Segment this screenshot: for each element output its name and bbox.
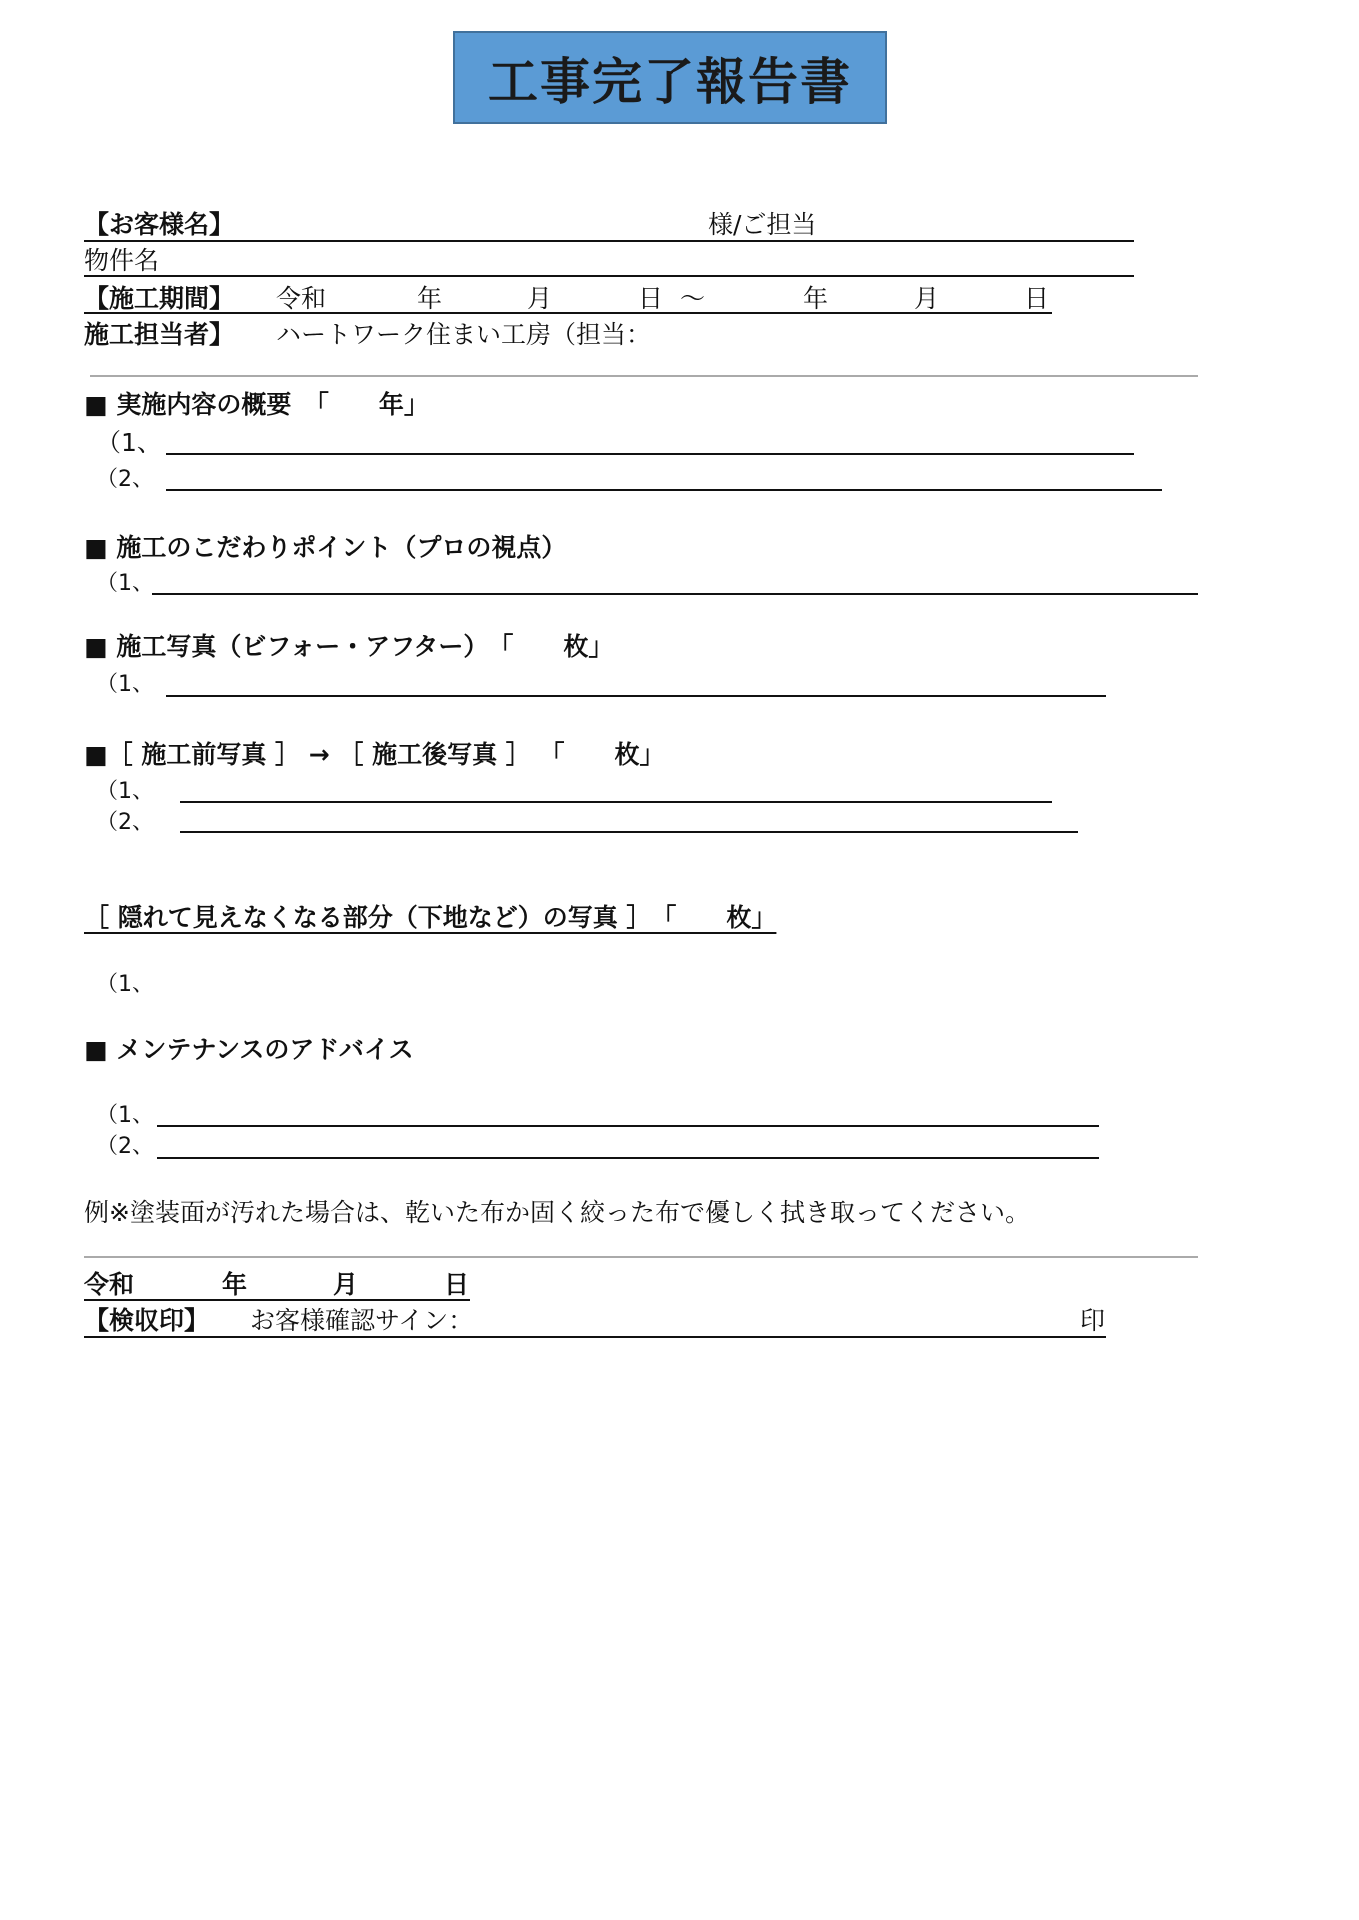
- footer-month: 月: [333, 1270, 359, 1299]
- divider-bottom: [84, 1256, 1198, 1258]
- maintenance-item-2-label: （2、: [96, 1134, 154, 1159]
- footer-day: 日: [444, 1270, 470, 1299]
- period-year2: 年: [803, 284, 829, 313]
- period-month2: 月: [914, 284, 940, 313]
- example-note: 例※塗装面が汚れた場合は、乾いた布か固く絞った布で優しく拭き取ってください。: [84, 1198, 1030, 1227]
- period-year: 年: [417, 284, 443, 313]
- period-label: 【施工期間】: [84, 284, 235, 313]
- seal-label: 印: [1080, 1306, 1106, 1335]
- staff-value: ハートワーク住まい工房（担当：: [276, 320, 652, 349]
- sign-label: お客様確認サイン：: [250, 1306, 474, 1335]
- property-label: 物件名: [84, 246, 160, 275]
- stamp-label: 【検収印】: [84, 1306, 210, 1335]
- before-after-item-2-line[interactable]: [180, 831, 1078, 833]
- period-underline[interactable]: [84, 312, 1052, 314]
- photos-item-1-label: （1、: [96, 672, 154, 697]
- customer-suffix: 様/ご担当: [708, 210, 817, 239]
- hidden-parts-item-1-label: （1、: [96, 972, 154, 997]
- maintenance-item-1-line[interactable]: [157, 1125, 1099, 1127]
- summary-item-1-line[interactable]: [166, 453, 1134, 455]
- footer-year: 年: [222, 1270, 248, 1299]
- signature-underline[interactable]: [84, 1336, 1106, 1338]
- before-after-item-1-label: （1、: [96, 779, 154, 804]
- before-after-item-2-label: （2、: [96, 810, 154, 835]
- before-after-item-1-line[interactable]: [180, 801, 1052, 803]
- maintenance-item-2-line[interactable]: [157, 1157, 1099, 1159]
- customer-underline[interactable]: [84, 240, 1134, 242]
- photos-item-1-line[interactable]: [166, 695, 1106, 697]
- document-title: 工事完了報告書: [453, 31, 887, 124]
- period-era: 令和: [276, 284, 327, 313]
- customer-label: 【お客様名】: [84, 210, 235, 239]
- footer-era: 令和: [84, 1270, 135, 1299]
- period-month: 月: [527, 284, 553, 313]
- summary-heading: ■ 実施内容の概要 「 年」: [84, 390, 429, 419]
- staff-label: 施工担当者】: [84, 320, 235, 349]
- property-underline[interactable]: [84, 275, 1134, 277]
- period-day: 日: [638, 284, 664, 313]
- before-after-heading: ■［ 施工前写真 ］ → ［ 施工後写真 ］ 「 枚」: [84, 740, 665, 769]
- footer-date-underline[interactable]: [84, 1299, 470, 1301]
- points-item-1-line[interactable]: [152, 593, 1198, 595]
- photos-heading: ■ 施工写真（ビフォー・アフター） 「 枚」: [84, 632, 614, 661]
- hidden-parts-heading: ［ 隠れて見えなくなる部分（下地など）の写真 ］ 「 枚」: [84, 903, 777, 932]
- points-item-1-label: （1、: [96, 571, 154, 596]
- period-day2: 日: [1024, 284, 1050, 313]
- maintenance-item-1-label: （1、: [96, 1103, 154, 1128]
- summary-item-1-label: （1、: [96, 428, 162, 457]
- summary-item-2-label: （2、: [96, 467, 154, 492]
- period-tilde: ～: [680, 284, 706, 313]
- maintenance-heading: ■ メンテナンスのアドバイス: [84, 1035, 414, 1064]
- summary-item-2-line[interactable]: [166, 489, 1162, 491]
- points-heading: ■ 施工のこだわりポイント（プロの視点）: [84, 533, 567, 562]
- divider-top: [90, 375, 1198, 377]
